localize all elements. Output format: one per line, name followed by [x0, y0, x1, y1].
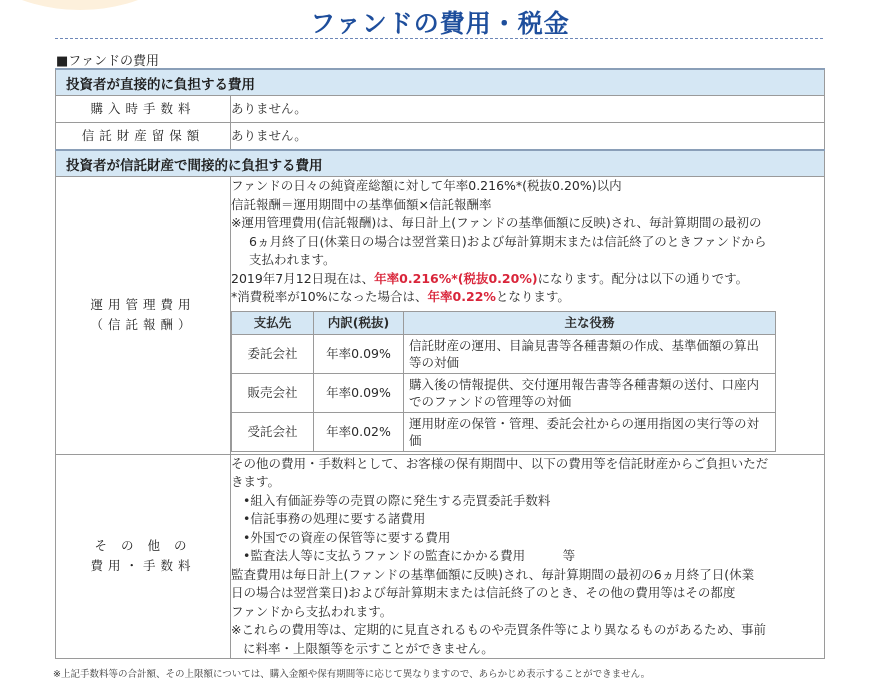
management-fee-note-line3: 支払われます。 [249, 252, 336, 267]
current-rate-line [231, 270, 824, 289]
breakdown-rate: 年率0.09% [314, 334, 404, 373]
purchase-fee-row [56, 96, 825, 123]
management-fee-note-line1: ※運用管理費用(信託報酬)は、毎日計上(ファンドの基準価額に反映)され、毎計算期間の最初の [231, 215, 762, 230]
page-title: ファンドの費用・税金 [310, 9, 570, 38]
audit-fee-line2: 日の場合は翌営業日)および毎計算期末または信託終了のとき、その他の費用等はその都度 [231, 585, 736, 600]
consumption-tax-suffix: となります。 [495, 289, 570, 304]
breakdown-role [404, 412, 776, 451]
purchase-fee-value: ありません。 [231, 96, 825, 123]
list-item: •監査法人等に支払うファンドの監査にかかる費用 等 [243, 548, 576, 563]
breakdown-role-line1: 信託財産の運用、目論見書等各種書類の作成、基準価額の算出 [409, 337, 760, 353]
fee-breakdown-table [231, 311, 776, 452]
current-rate-suffix: になります。配分は以下の通りです。 [537, 270, 749, 286]
breakdown-rate: 年率0.02% [314, 412, 404, 451]
breakdown-role-line2: 等の対価 [409, 354, 460, 370]
direct-cost-header: 投資者が直接的に負担する費用 [56, 69, 825, 96]
breakdown-payee: 委託会社 [232, 334, 314, 373]
breakdown-header-rate: 内訳(税抜) [314, 311, 404, 334]
management-fee-label-line1: 運用管理費用 [90, 297, 196, 313]
table-row [232, 373, 776, 412]
breakdown-payee: 受託会社 [232, 412, 314, 451]
breakdown-payee: 販売会社 [232, 373, 314, 412]
consumption-tax-highlight: 年率0.22% [427, 289, 496, 304]
consumption-tax-line [231, 288, 824, 307]
audit-fee-line1: 監査費用は毎日計上(ファンドの基準価額に反映)され、毎計算期間の最初の6ヵ月終了日(休業 [231, 566, 755, 582]
list-item: •外国での資産の保管等に要する費用 [243, 529, 451, 545]
table-row [232, 334, 776, 373]
retention-fee-value: ありません。 [231, 123, 825, 151]
management-fee-rate-line: ファンドの日々の純資産総額に対して年率0.216%*(税抜0.20%)以内 [231, 178, 622, 193]
management-fee-detail [231, 177, 825, 455]
other-fees-note-line1: ※これらの費用等は、定期的に見直されるものや売買条件等により異なるものがあるため、事前 [231, 622, 766, 637]
management-fee-label-line2: （信託報酬） [90, 317, 196, 333]
other-fees-label-line1: そ の 他 の [94, 538, 192, 554]
consumption-tax-prefix: *消費税率が10%になった場合は、 [231, 289, 428, 304]
footnote: ※上記手数料等の合計額、その上限額については、購入金額や保有期間等に応じて異なりますので、あらかじめ表示することができません。 [53, 669, 651, 680]
breakdown-role-line1: 運用財産の保管・管理、委託会社からの運用指図の実行等の対価 [409, 415, 760, 448]
other-fees-detail [231, 454, 825, 659]
indirect-cost-header-row [56, 150, 825, 177]
other-fees-intro-line1: その他の費用・手数料として、お客様の保有期間中、以下の費用等を信託財産からご負担いただ [231, 455, 769, 471]
indirect-cost-header: 投資者が信託財産で間接的に負担する費用 [56, 150, 825, 177]
fee-table [55, 68, 825, 659]
list-item: •組入有価証券等の売買の際に発生する売買委託手数料 [243, 492, 551, 508]
breakdown-role-line2: でのファンドの管理等の対価 [409, 393, 572, 409]
other-fees-note-line2: に料率・上限額等を示すことができません。 [243, 640, 494, 656]
retention-fee-row [56, 123, 825, 151]
breakdown-role [404, 334, 776, 373]
direct-cost-header-row [56, 69, 825, 96]
current-rate-highlight: 年率0.216%*(税抜0.20%) [374, 270, 538, 286]
current-rate-prefix: 2019年7月12日現在は、 [231, 270, 375, 286]
title-divider [55, 38, 823, 39]
list-item: •信託事務の処理に要する諸費用 [243, 511, 426, 526]
management-fee-row [56, 177, 825, 455]
breakdown-header-payee: 支払先 [232, 311, 314, 334]
breakdown-role-line1: 購入後の情報提供、交付運用報告書等各種書類の送付、口座内 [409, 376, 760, 392]
breakdown-header-row [232, 311, 776, 334]
breakdown-role [404, 373, 776, 412]
retention-fee-label: 信託財産留保額 [56, 123, 231, 151]
other-fees-label-line2: 費用・手数料 [90, 558, 196, 574]
management-fee-formula: 信託報酬＝運用期間中の基準価額×信託報酬率 [231, 196, 492, 212]
management-fee-note-line2: 6ヵ月終了日(休業日の場合は翌営業日)および毎計算期末または信託終了のときファンドから [249, 233, 767, 249]
other-fees-label [56, 454, 231, 659]
section-label: ■ファンドの費用 [56, 54, 160, 69]
other-fees-row [56, 454, 825, 659]
audit-fee-line3: ファンドから支払われます。 [231, 603, 393, 619]
breakdown-rate: 年率0.09% [314, 373, 404, 412]
other-fees-intro-line2: きます。 [231, 474, 281, 489]
purchase-fee-label: 購入時手数料 [56, 96, 231, 123]
table-row [232, 412, 776, 451]
breakdown-header-role: 主な役務 [404, 311, 776, 334]
management-fee-label [56, 177, 231, 455]
